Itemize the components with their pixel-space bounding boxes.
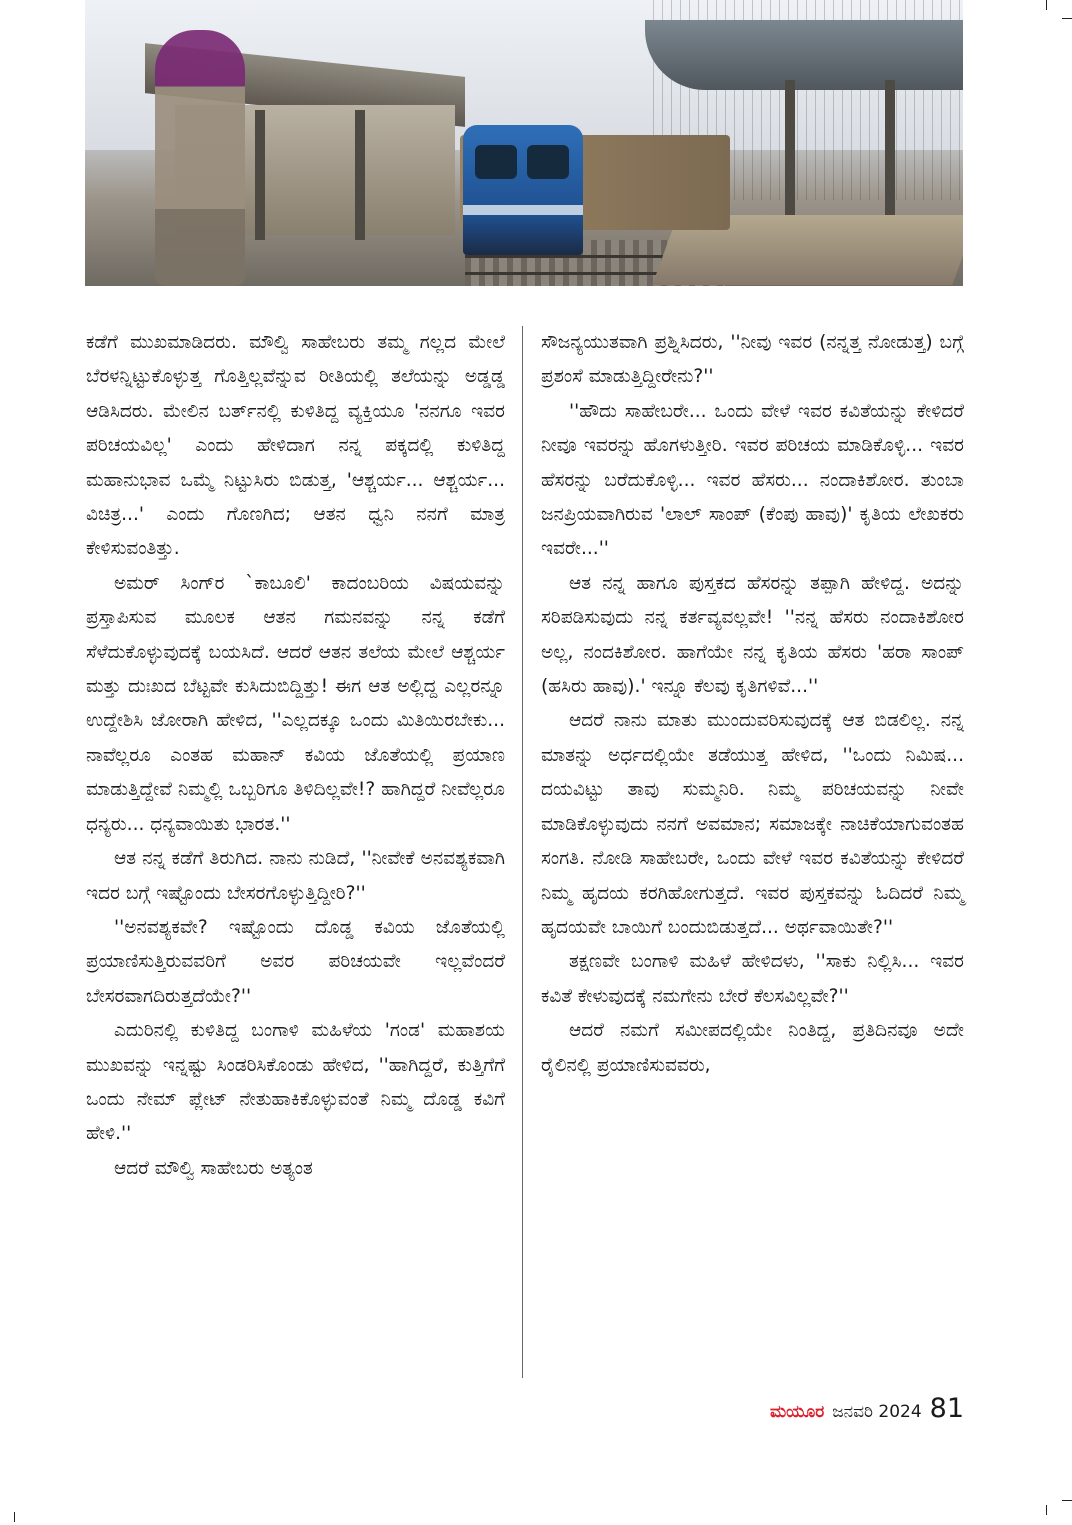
crop-mark-top-right xyxy=(1046,0,1047,10)
crop-mark-right-top xyxy=(1062,18,1072,19)
paragraph: ಆತ ನನ್ನ ಕಡೆಗೆ ತಿರುಗಿದ. ನಾನು ನುಡಿದೆ, ''ನೀವೇಕೆ ಅನವಶ್ಯಕವಾಗಿ ಇದರ ಬಗ್ಗೆ ಇಷ್ಟೊಂದು ಬೇಸರಗೊಳ್ಳುತ್ತಿದ್ದೀರಿ?'' xyxy=(86,848,505,904)
photo-locomotive xyxy=(463,125,583,255)
paragraph: ಅಮರ್ ಸಿಂಗ್‌ರ `ಕಾಬೂಲಿ' ಕಾದಂಬರಿಯ ವಿಷಯವನ್ನು ಪ್ರಸ್ತಾಪಿಸುವ ಮೂಲಕ ಆತನ ಗಮನವನ್ನು ನನ್ನ ಕಡೆಗೆ ಸೆಳೆದುಕೊಳ್ಳುವುದಕ್ಕೆ ಬಯಸಿದೆ. ಆದರೆ ಆತನ ತಲೆಯ ಮೇಲೆ ಆಶ್ಚರ್ಯ ಮತ್ತು ದುಃಖದ ಬೆಟ್ಟವೇ ಕುಸಿದುಬಿದ್ದಿತ್ತು! ಈಗ ಆತ ಅಲ್ಲಿದ್ದ ಎಲ್ಲರನ್ನೂ ಉದ್ದೇಶಿಸಿ ಜೋರಾಗಿ ಹೇಳಿದ, ''ಎಲ್ಲದಕ್ಕೂ ಒಂದು ಮಿತಿಯಿರಬೇಕು... ನಾವೆಲ್ಲರೂ ಎಂತಹ ಮಹಾನ್ ಕವಿಯ ಜೊತೆಯಲ್ಲಿ ಪ್ರಯಾಣ ಮಾಡುತ್ತಿದ್ದೇವೆ ನಿಮ್ಮಲ್ಲಿ ಒಬ್ಬರಿಗೂ ತಿಳಿದಿಲ್ಲವೇ!? ಹಾಗಿದ್ದರೆ ನೀವೆಲ್ಲರೂ ಧನ್ಯರು... ಧನ್ಯವಾಯಿತು ಭಾರತ.'' xyxy=(86,572,505,835)
photo-loco-window xyxy=(475,145,517,179)
photo-loco-window xyxy=(527,145,569,179)
page-number: 81 xyxy=(929,1393,964,1424)
photo-standing-person xyxy=(155,30,245,286)
paragraph: ಆದರೆ ಮೌಲ್ವಿ ಸಾಹೇಬರು ಅತ್ಯಂತ xyxy=(114,1157,313,1179)
paragraph: ಆದರೆ ನಮಗೆ ಸಮೀಪದಲ್ಲಿಯೇ ನಿಂತಿದ್ದ, ಪ್ರತಿದಿನವೂ ಅದೇ ರೈಲಿನಲ್ಲಿ ಪ್ರಯಾಣಿಸುವವರು, xyxy=(541,1020,964,1076)
crop-mark-bottom-left xyxy=(14,1512,15,1522)
photo-pillar xyxy=(885,80,895,230)
paragraph: ಸೌಜನ್ಯಯುತವಾಗಿ ಪ್ರಶ್ನಿಸಿದರು, ''ನೀವು ಇವರ (ನನ್ನತ್ತ ನೋಡುತ್ತ) ಬಗ್ಗೆ ಪ್ರಶಂಸೆ ಮಾಡುತ್ತಿದ್ದೀರೇನು?'' xyxy=(541,332,964,388)
paragraph: ಆದರೆ ನಾನು ಮಾತು ಮುಂದುವರಿಸುವುದಕ್ಕೆ ಆತ ಬಿಡಲಿಲ್ಲ. ನನ್ನ ಮಾತನ್ನು ಅರ್ಧದಲ್ಲಿಯೇ ತಡೆಯುತ್ತ ಹೇಳಿದ, ''ಒಂದು ನಿಮಿಷ... ದಯವಿಟ್ಟು ತಾವು ಸುಮ್ಮನಿರಿ. ನಿಮ್ಮ ಪರಿಚಯವನ್ನು ನೀವೇ ಮಾಡಿಕೊಳ್ಳುವುದು ನನಗೆ ಅವಮಾನ; ಸಮಾಜಕ್ಕೇ ನಾಚಿಕೆಯಾಗುವಂತಹ ಸಂಗತಿ. ನೋಡಿ ಸಾಹೇಬರೇ, ಒಂದು ವೇಳೆ ಇವರ ಕವಿತೆಯನ್ನು ಕೇಳಿದರೆ ನಿಮ್ಮ ಹೃದಯ ಕರಗಿಹೋಗುತ್ತದೆ. ಇವರ ಪುಸ್ತಕವನ್ನು ಓದಿದರೆ ನಿಮ್ಮ ಹೃದಯವೇ ಬಾಯಿಗೆ ಬಂದುಬಿಡುತ್ತದೆ... ಅರ್ಥವಾಯಿತೇ?'' xyxy=(541,710,964,938)
page-footer xyxy=(740,1393,964,1429)
railway-station-photo xyxy=(85,0,963,286)
right-column xyxy=(541,326,964,1083)
left-column xyxy=(86,326,505,1186)
paragraph: ತಕ್ಷಣವೇ ಬಂಗಾಳಿ ಮಹಿಳೆ ಹೇಳಿದಳು, ''ಸಾಕು ನಿಲ್ಲಿಸಿ... ಇವರ ಕವಿತೆ ಕೇಳುವುದಕ್ಕೆ ನಮಗೇನು ಬೇರೆ ಕೆಲಸವಿಲ್ಲವೇ?'' xyxy=(541,951,964,1007)
photo-pillar xyxy=(255,110,265,240)
crop-mark-right-bottom xyxy=(1062,1500,1072,1501)
paragraph: ಎದುರಿನಲ್ಲಿ ಕುಳಿತಿದ್ದ ಬಂಗಾಳಿ ಮಹಿಳೆಯ 'ಗಂಡ' ಮಹಾಶಯ ಮುಖವನ್ನು ಇನ್ನಷ್ಟು ಸಿಂಡರಿಸಿಕೊಂಡು ಹೇಳಿದ, ''ಹಾಗಿದ್ದರೆ, ಕುತ್ತಿಗೆಗೆ ಒಂದು ನೇಮ್ ಪ್ಲೇಟ್ ನೇತುಹಾಕಿಕೊಳ್ಳುವಂತೆ ನಿಮ್ಮ ದೊಡ್ಡ ಕವಿಗೆ ಹೇಳಿ.'' xyxy=(86,1020,505,1145)
crop-mark-bottom-right xyxy=(1046,1505,1047,1515)
photo-pillar xyxy=(785,80,795,230)
paragraph: ''ಅನವಶ್ಯಕವೇ? ಇಷ್ಟೊಂದು ದೊಡ್ಡ ಕವಿಯ ಜೊತೆಯಲ್ಲಿ ಪ್ರಯಾಣಿಸುತ್ತಿರುವವರಿಗೆ ಅವರ ಪರಿಚಯವೇ ಇಲ್ಲವೆಂದರೆ ಬೇಸರವಾಗದಿರುತ್ತದೆಯೇ?'' xyxy=(86,916,505,1007)
magazine-logo: ಮಯೂರ xyxy=(769,1402,825,1422)
photo-pillar xyxy=(355,110,365,240)
column-divider xyxy=(522,326,523,1378)
paragraph: ''ಹೌದು ಸಾಹೇಬರೇ... ಒಂದು ವೇಳೆ ಇವರ ಕವಿತೆಯನ್ನು ಕೇಳಿದರೆ ನೀವೂ ಇವರನ್ನು ಹೊಗಳುತ್ತೀರಿ. ಇವರ ಪರಿಚಯ ಮಾಡಿಕೊಳ್ಳಿ... ಇವರ ಹೆಸರನ್ನು ಬರೆದುಕೊಳ್ಳಿ... ಇವರ ಹೆಸರು... ನಂದಾಕಿಶೋರ. ತುಂಬಾ ಜನಪ್ರಿಯವಾಗಿರುವ 'ಲಾಲ್ ಸಾಂಪ್ (ಕೆಂಪು ಹಾವು)' ಕೃತಿಯ ಲೇಖಕರು ಇವರೇ...'' xyxy=(541,400,964,560)
photo-loco-stripe xyxy=(463,205,583,215)
paragraph: ಆತ ನನ್ನ ಹಾಗೂ ಪುಸ್ತಕದ ಹೆಸರನ್ನು ತಪ್ಪಾಗಿ ಹೇಳಿದ್ದ. ಅದನ್ನು ಸರಿಪಡಿಸುವುದು ನನ್ನ ಕರ್ತವ್ಯವಲ್ಲವೇ! ''ನನ್ನ ಹೆಸರು ನಂದಾಕಿಶೋರ ಅಲ್ಲ, ನಂದಕಿಶೋರ. ಹಾಗೆಯೇ ನನ್ನ ಕೃತಿಯ ಹೆಸರು 'ಹರಾ ಸಾಂಪ್ (ಹಸಿರು ಹಾವು).' ಇನ್ನೂ ಕೆಲವು ಕೃತಿಗಳಿವೆ...'' xyxy=(541,572,964,698)
photo-right-roof xyxy=(645,20,963,90)
issue-date: ಜನವರಿ 2024 xyxy=(832,1402,922,1422)
paragraph: ಕಡೆಗೆ ಮುಖಮಾಡಿದರು. ಮೌಲ್ವಿ ಸಾಹೇಬರು ತಮ್ಮ ಗಲ್ಲದ ಮೇಲೆ ಬೆರಳನ್ನಿಟ್ಟುಕೊಳ್ಳುತ್ತ ಗೊತ್ತಿಲ್ಲವೆನ್ನುವ ರೀತಿಯಲ್ಲಿ ತಲೆಯನ್ನು ಅಡ್ಡಡ್ಡ ಆಡಿಸಿದರು. ಮೇಲಿನ ಬರ್ತ್‌ನಲ್ಲಿ ಕುಳಿತಿದ್ದ ವ್ಯಕ್ತಿಯೂ 'ನನಗೂ ಇವರ ಪರಿಚಯವಿಲ್ಲ' ಎಂದು ಹೇಳಿದಾಗ ನನ್ನ ಪಕ್ಕದಲ್ಲಿ ಕುಳಿತಿದ್ದ ಮಹಾನುಭಾವ ಒಮ್ಮೆ ನಿಟ್ಟುಸಿರು ಬಿಡುತ್ತ, 'ಆಶ್ಚರ್ಯ... ಆಶ್ಚರ್ಯ... ವಿಚಿತ್ರ...' ಎಂದು ಗೊಣಗಿದ; ಆತನ ಧ್ವನಿ ನನಗೆ ಮಾತ್ರ ಕೇಳಿಸುವಂತಿತ್ತು. xyxy=(86,332,505,560)
